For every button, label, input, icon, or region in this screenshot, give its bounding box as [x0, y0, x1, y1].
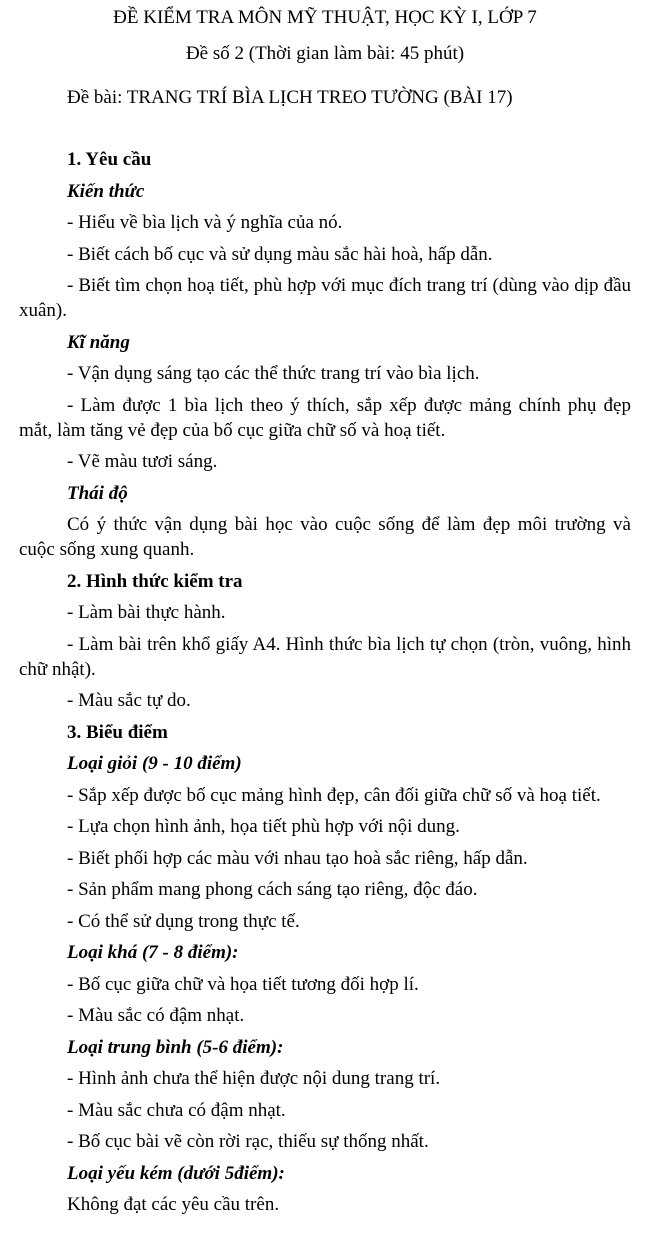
sub-heading: Loại trung bình (5-6 điểm): [67, 1036, 284, 1058]
paragraph: - Hiểu về bìa lịch và ý nghĩa của nó. [67, 212, 343, 233]
document-topic: Đề bài: TRANG TRÍ BÌA LỊCH TREO TƯỜNG (BÀI 17) [67, 87, 513, 108]
paragraph: - Màu sắc chưa có đậm nhạt. [67, 1099, 286, 1121]
sub-heading: Loại khá (7 - 8 điểm): [67, 942, 239, 963]
paragraph: - Có thể sử dụng trong thực tế. [67, 910, 300, 932]
paragraph: - Bố cục giữa chữ và họa tiết tương đối hợp lí. [67, 973, 419, 995]
paragraph: - Màu sắc tự do. [67, 690, 191, 711]
paragraph: Không đạt các yêu cầu trên. [67, 1194, 280, 1215]
paragraph: - Làm bài trên khổ giấy A4. Hình thức bìa lịch tự chọn (tròn, vuông, hình chữ nhật). [19, 633, 631, 680]
paragraph: - Màu sắc có đậm nhạt. [67, 1005, 245, 1026]
paragraph: - Vận dụng sáng tạo các thể thức trang trí vào bìa lịch. [67, 363, 480, 384]
paragraph: - Sản phẩm mang phong cách sáng tạo riêng, độc đáo. [67, 879, 478, 900]
section-heading: 2. Hình thức kiểm tra [67, 570, 243, 592]
paragraph: - Biết cách bố cục và sử dụng màu sắc hài hoà, hấp dẫn. [67, 243, 493, 265]
document-subtitle: Đề số 2 (Thời gian làm bài: 45 phút) [185, 43, 465, 64]
paragraph: - Làm bài thực hành. [67, 602, 226, 623]
paragraph: - Biết tìm chọn hoạ tiết, phù hợp với mục đích trang trí (dùng vào dịp đầu xuân). [19, 275, 631, 321]
paragraph: - Vẽ màu tươi sáng. [67, 451, 218, 472]
paragraph: - Sắp xếp được bố cục mảng hình đẹp, cân đối giữa chữ số và hoạ tiết. [67, 784, 601, 806]
sub-heading: Loại giỏi (9 - 10 điểm) [67, 753, 242, 774]
sub-heading: Loại yếu kém (dưới 5điểm): [67, 1162, 285, 1184]
paragraph: Có ý thức vận dụng bài học vào cuộc sống để làm đẹp môi trường và cuộc sống xung quanh. [19, 514, 631, 560]
sub-heading: Kiến thức [67, 180, 145, 202]
paragraph: - Làm được 1 bìa lịch theo ý thích, sắp xếp được mảng chính phụ đẹp mắt, làm tăng vẻ đẹp của bố cục giữa chữ số và hoạ tiết. [19, 394, 631, 441]
paragraph: - Hình ảnh chưa thể hiện được nội dung trang trí. [67, 1068, 441, 1089]
sub-heading: Kĩ năng [67, 331, 130, 353]
document-title: ĐỀ KIỂM TRA MÔN MỸ THUẬT, HỌC KỲ I, LỚP 7 [113, 7, 537, 28]
document-body [19, 110, 631, 1217]
section-heading: 3. Biểu điểm [67, 721, 168, 743]
paragraph: - Bố cục bài vẽ còn rời rạc, thiếu sự thống nhất. [67, 1131, 429, 1152]
section-heading: 1. Yêu cầu [67, 149, 152, 170]
sub-heading: Thái độ [67, 482, 128, 504]
paragraph: - Lựa chọn hình ảnh, họa tiết phù hợp với nội dung. [67, 816, 460, 837]
paragraph: - Biết phối hợp các màu với nhau tạo hoà sắc riêng, hấp dẫn. [67, 847, 528, 869]
